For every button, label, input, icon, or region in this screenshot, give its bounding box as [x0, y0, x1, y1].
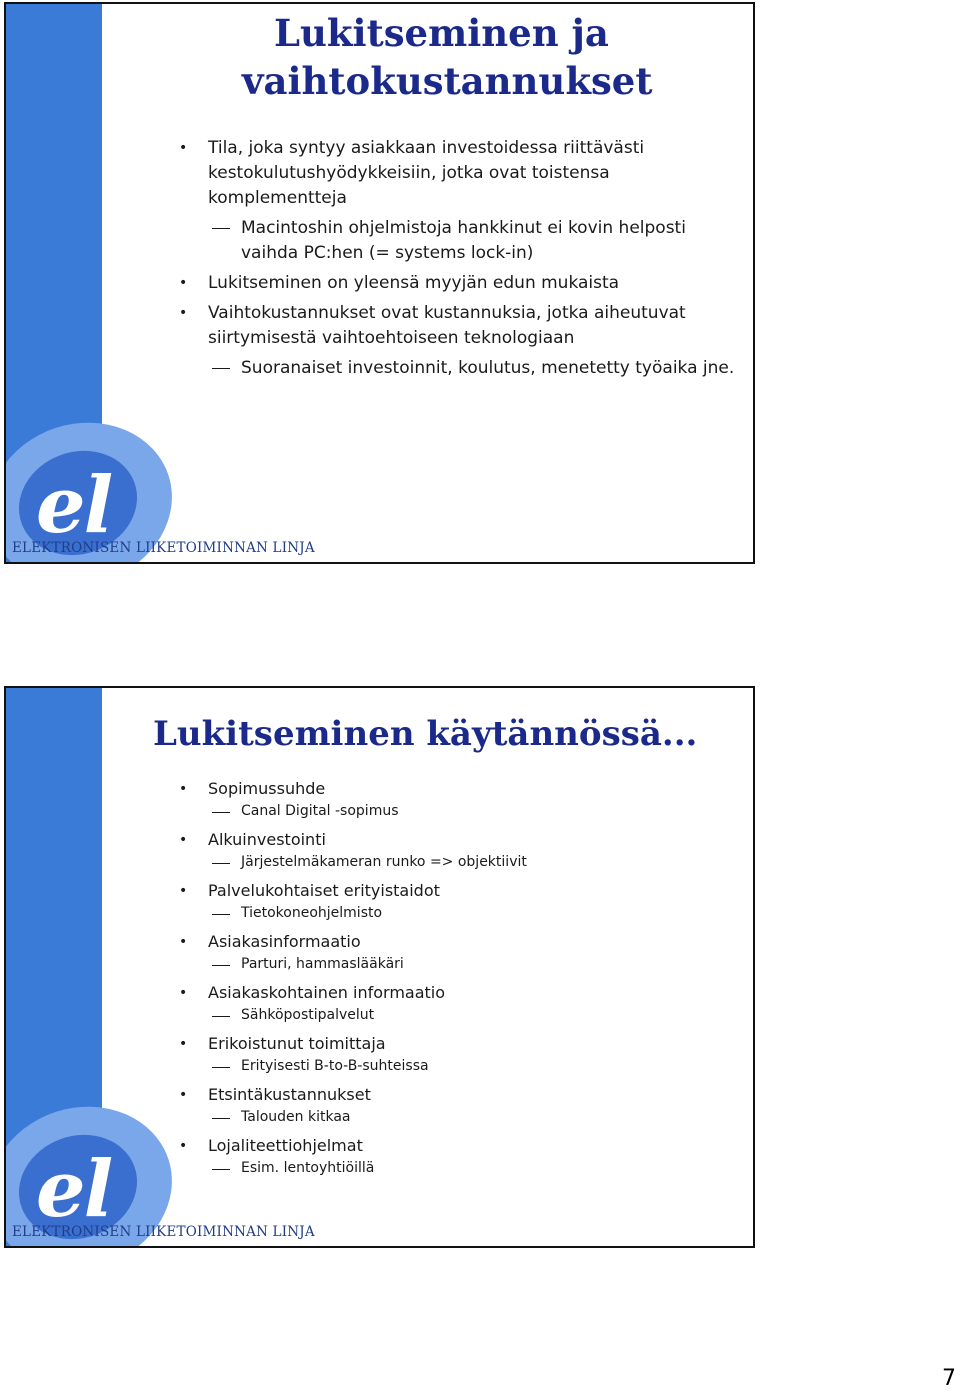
bullet-item: • Erikoistunut toimittaja — [176, 1033, 736, 1055]
bullet-list — [176, 778, 736, 1186]
sub-bullet-item: Järjestelmäkameran runko => objektiivit — [176, 851, 736, 873]
slide-title: Lukitseminen käytännössä... — [153, 714, 698, 754]
sub-bullet-item: Suoranaiset investoinnit, koulutus, menetetty työaika jne. — [176, 356, 736, 381]
bullet-item: • Vaihtokustannukset ovat kustannuksia, jotka aiheutuvat siirtymisestä vaihtoehtoiseen teknologiaan — [176, 301, 736, 351]
sub-bullet-item: Esim. lentoyhtiöillä — [176, 1157, 736, 1179]
slide-1 — [4, 2, 755, 564]
sub-bullet-item: Erityisesti B-to-B-suhteissa — [176, 1055, 736, 1077]
bullet-item: • Alkuinvestointi — [176, 829, 736, 851]
logo-mark: el — [36, 460, 112, 551]
logo-text: ELEKTRONISEN LIIKETOIMINNAN LINJA — [12, 1224, 315, 1240]
bullet-item: • Lukitseminen on yleensä myyjän edun mukaista — [176, 271, 736, 296]
bullet-item: • Tila, joka syntyy asiakkaan investoidessa riittävästi kestokulutushyödykkeisiin, jotka ovat toistensa komplementteja — [176, 136, 736, 211]
slide-title-line-1: Lukitseminen ja — [274, 11, 609, 55]
slide-title-line-2: vaihtokustannukset — [242, 59, 653, 103]
sub-bullet-item: Sähköpostipalvelut — [176, 1004, 736, 1026]
logo-mark: el — [36, 1144, 112, 1235]
bullet-item: • Lojaliteettiohjelmat — [176, 1135, 736, 1157]
bullet-item: • Palvelukohtaiset erityistaidot — [176, 880, 736, 902]
sub-bullet-item: Tietokoneohjelmisto — [176, 902, 736, 924]
bullet-item: • Sopimussuhde — [176, 778, 736, 800]
bullet-item: • Asiakaskohtainen informaatio — [176, 982, 736, 1004]
bullet-list — [176, 136, 736, 386]
slide-2 — [4, 686, 755, 1248]
sub-bullet-item: Canal Digital -sopimus — [176, 800, 736, 822]
sub-bullet-item: Parturi, hammaslääkäri — [176, 953, 736, 975]
bullet-item: • Asiakasinformaatio — [176, 931, 736, 953]
bullet-item: • Etsintäkustannukset — [176, 1084, 736, 1106]
page-number: 7 — [942, 1366, 956, 1391]
sub-bullet-item: Talouden kitkaa — [176, 1106, 736, 1128]
sub-bullet-item: Macintoshin ohjelmistoja hankkinut ei kovin helposti vaihda PC:hen (= systems lock-in) — [176, 216, 736, 266]
logo-text: ELEKTRONISEN LIIKETOIMINNAN LINJA — [12, 540, 315, 556]
